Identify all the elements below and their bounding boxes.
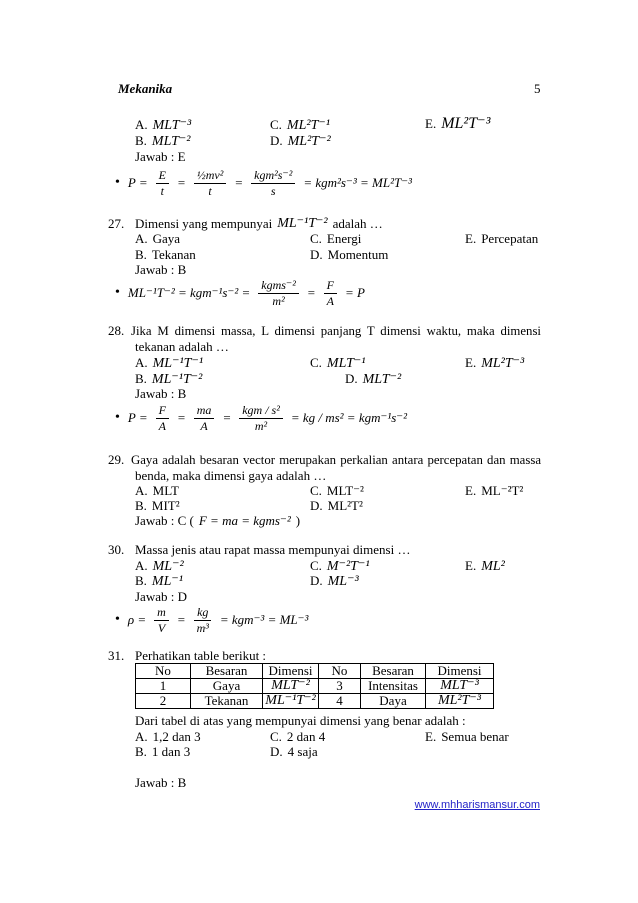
question-text-2: Dari tabel di atas yang mempunyai dimensi yang benar adalah : [135, 713, 466, 728]
option-label: A. [135, 558, 148, 573]
answer-math: F = ma = kgms⁻² [198, 513, 291, 528]
option-value: MLT [152, 483, 179, 498]
option-value: Semua benar [441, 729, 509, 744]
option-d [270, 744, 318, 760]
option-value: ML⁻²T² [481, 483, 524, 498]
table-cell: Intensitas [361, 679, 426, 694]
table-cell: 2 [136, 694, 191, 709]
fraction [156, 404, 169, 433]
option-label: D. [310, 247, 323, 262]
option-value: ML⁻¹ [151, 574, 183, 589]
table-cell: 1 [136, 679, 191, 694]
formula-lhs: P = [127, 175, 148, 190]
option-value: ML⁻³ [327, 574, 359, 589]
formula-lhs: ρ = [127, 612, 147, 627]
option-c [310, 483, 364, 499]
question-text-line-1: Jika M dimensi massa, L dimensi panjang T dimensi waktu, maka dimensi [131, 324, 541, 338]
fraction [154, 606, 169, 635]
option-b [135, 133, 190, 150]
answer-line: Jawab : B [135, 386, 187, 401]
option-c [310, 231, 361, 247]
equals-sign: = [234, 175, 244, 190]
option-label: B. [135, 744, 147, 759]
option-value: MLT⁻¹ [326, 356, 366, 371]
table-cell: 4 [319, 694, 361, 709]
table-row [136, 679, 494, 694]
option-value: ML⁻¹T⁻² [151, 372, 203, 387]
option-value: ML⁻² [152, 559, 184, 574]
formula-rest: = kgm⁻³ = ML⁻³ [219, 612, 309, 627]
table-row [136, 694, 494, 709]
option-label: D. [270, 744, 283, 759]
formula-rest: = kgm²s⁻³ = ML²T⁻³ [303, 175, 412, 190]
option-label: E. [465, 558, 477, 573]
numerator: ½mv² [194, 169, 227, 184]
option-label: A. [135, 355, 148, 370]
fraction [239, 404, 283, 433]
fraction [194, 606, 212, 635]
table-header-cell: Dimensi [263, 664, 319, 679]
numerator: kg [194, 606, 211, 621]
option-label: B. [135, 498, 147, 513]
option-label: A. [135, 483, 148, 498]
option-e [465, 231, 538, 247]
bullet: • [115, 175, 120, 190]
numerator: kgms⁻² [258, 279, 299, 294]
option-value: ML²T⁻¹ [286, 118, 330, 133]
option-c [310, 355, 365, 372]
option-value: Energi [326, 231, 362, 246]
option-label: C. [310, 231, 322, 246]
numerator: F [324, 279, 337, 294]
question-text: Perhatikan table berikut : [135, 648, 267, 663]
solution-formula [115, 276, 369, 310]
option-value: ML²T⁻³ [481, 356, 525, 371]
question-text-end: adalah … [332, 216, 383, 231]
table-cell: Tekanan [191, 694, 263, 709]
formula-rest: = kg / ms² = kgm⁻¹s⁻² [290, 410, 408, 425]
table-header-cell: Dimensi [426, 664, 494, 679]
numerator: F [156, 404, 169, 419]
table-cell: MLT⁻² [263, 679, 319, 694]
option-a [135, 729, 201, 745]
option-value: 4 saja [287, 744, 318, 759]
table-cell: ML⁻¹T⁻² [263, 694, 319, 709]
equals-sign: = [176, 410, 186, 425]
question-number: 29. [108, 452, 125, 467]
question-text-line-2: benda, maka dimensi gaya adalah … [135, 468, 327, 483]
option-value: MLT⁻² [362, 372, 402, 387]
option-value: Tekanan [151, 247, 196, 262]
answer-prefix: Jawab : C ( [135, 513, 194, 528]
table-header-row [136, 664, 494, 679]
option-value: ML⁻¹T⁻¹ [152, 356, 204, 371]
question-math: ML⁻¹T⁻² [277, 216, 328, 231]
option-a [135, 231, 180, 247]
table-cell: MLT⁻³ [426, 679, 494, 694]
option-label: E. [465, 355, 477, 370]
denominator: m² [254, 418, 268, 433]
option-label: B. [135, 573, 147, 588]
table-cell: Gaya [191, 679, 263, 694]
option-e [425, 729, 509, 745]
option-b [135, 744, 190, 760]
option-label: D. [345, 371, 358, 386]
option-c [270, 117, 330, 134]
option-label: E. [425, 729, 437, 744]
table-cell: Daya [361, 694, 426, 709]
option-b [135, 247, 196, 263]
option-value: 1 dan 3 [151, 744, 191, 759]
table-header-cell: Besaran [191, 664, 263, 679]
question-number: 30. [108, 542, 125, 557]
option-label: C. [270, 117, 282, 132]
question-number: 28. [108, 323, 125, 338]
option-label: E. [465, 483, 477, 498]
table-header-cell: No [319, 664, 361, 679]
option-value: ML²T⁻³ [441, 115, 491, 132]
denominator: V [157, 620, 166, 635]
option-label: A. [135, 729, 148, 744]
option-value: MIT² [151, 498, 180, 513]
option-e [465, 355, 524, 372]
numerator: ma [194, 404, 215, 419]
fraction [194, 169, 227, 198]
option-d [310, 573, 359, 590]
option-d [310, 247, 388, 263]
numerator: kgm²s⁻² [251, 169, 295, 184]
option-label: A. [135, 117, 148, 132]
option-e [465, 558, 505, 575]
fraction [251, 169, 295, 198]
option-value: Gaya [152, 231, 181, 246]
option-label: D. [270, 133, 283, 148]
option-value: ML² [481, 559, 505, 574]
option-value: 1,2 dan 3 [152, 729, 201, 744]
fraction [194, 404, 215, 433]
option-label: D. [310, 573, 323, 588]
formula-rest: = P [344, 285, 365, 300]
bullet: • [115, 285, 120, 300]
table-header-cell: No [136, 664, 191, 679]
option-b [135, 573, 183, 590]
answer-suffix: ) [295, 513, 301, 528]
bullet: • [115, 612, 120, 627]
option-a [135, 117, 191, 134]
table-cell: 3 [319, 679, 361, 694]
answer-line: Jawab : D [135, 589, 187, 604]
question-number: 31. [108, 648, 125, 663]
denominator: A [326, 293, 334, 308]
option-a [135, 355, 203, 372]
option-value: Momentum [327, 247, 389, 262]
option-value: 2 dan 4 [286, 729, 326, 744]
equals-sign: = [176, 175, 186, 190]
option-e [425, 116, 490, 132]
question-text: Massa jenis atau rapat massa mempunyai dimensi … [135, 542, 411, 557]
option-value: M⁻²T⁻¹ [326, 559, 370, 574]
option-label: C. [310, 355, 322, 370]
option-label: D. [310, 498, 323, 513]
option-e [465, 483, 523, 499]
option-label: E. [465, 231, 477, 246]
option-value: ML²T² [327, 498, 363, 513]
denominator: s [270, 183, 276, 198]
denominator: A [158, 418, 166, 433]
option-value: MLT⁻³ [152, 118, 192, 133]
denominator: t [208, 183, 212, 198]
numerator: E [156, 169, 169, 184]
option-a [135, 483, 179, 499]
website-link[interactable]: www.mhharismansur.com [414, 799, 540, 811]
bullet: • [115, 410, 120, 425]
equals-sign: = [222, 410, 232, 425]
question-number: 27. [108, 216, 125, 231]
question-text [135, 216, 383, 232]
denominator: m³ [196, 620, 209, 635]
option-value: Percepatan [481, 231, 539, 246]
option-d [310, 498, 363, 514]
page-number: 5 [534, 81, 541, 96]
option-label: C. [310, 483, 322, 498]
formula-lhs: P = [127, 410, 148, 425]
option-value: MLT⁻² [151, 134, 191, 149]
option-label: E. [425, 116, 437, 131]
table-cell: ML²T⁻³ [426, 694, 494, 709]
option-value: MLT⁻² [326, 483, 364, 498]
option-label: C. [270, 729, 282, 744]
denominator: t [160, 183, 164, 198]
option-b [135, 498, 180, 514]
option-label: B. [135, 247, 147, 262]
numerator: m [154, 606, 169, 621]
solution-formula [115, 603, 312, 637]
option-label: A. [135, 231, 148, 246]
table-header-cell: Besaran [361, 664, 426, 679]
dimension-table [135, 663, 494, 709]
solution-formula [115, 166, 416, 200]
answer-line: Jawab : B [135, 262, 187, 277]
option-d [345, 371, 401, 388]
option-c [270, 729, 325, 745]
answer-line: Jawab : B [135, 775, 187, 790]
answer-line [135, 513, 300, 529]
option-value: ML²T⁻² [287, 134, 331, 149]
fraction [258, 279, 299, 308]
equals-sign: = [176, 612, 186, 627]
numerator: kgm / s² [239, 404, 283, 419]
question-text-start: Dimensi yang mempunyai [135, 216, 273, 231]
formula-lhs: ML⁻¹T⁻² = kgm⁻¹s⁻² = [127, 285, 251, 300]
question-text-line-1: Gaya adalah besaran vector merupakan perkalian antara percepatan dan massa [131, 453, 541, 467]
solution-formula [115, 401, 411, 435]
denominator: m² [272, 293, 285, 308]
option-label: C. [310, 558, 322, 573]
running-header-title: Mekanika [118, 81, 173, 96]
option-label: B. [135, 133, 147, 148]
question-text-line-2: tekanan adalah … [135, 339, 229, 354]
option-label: B. [135, 371, 147, 386]
option-d [270, 133, 331, 150]
answer-line: Jawab : E [135, 149, 186, 164]
equals-sign: = [306, 285, 316, 300]
fraction [156, 169, 169, 198]
fraction [324, 279, 337, 308]
denominator: A [200, 418, 208, 433]
